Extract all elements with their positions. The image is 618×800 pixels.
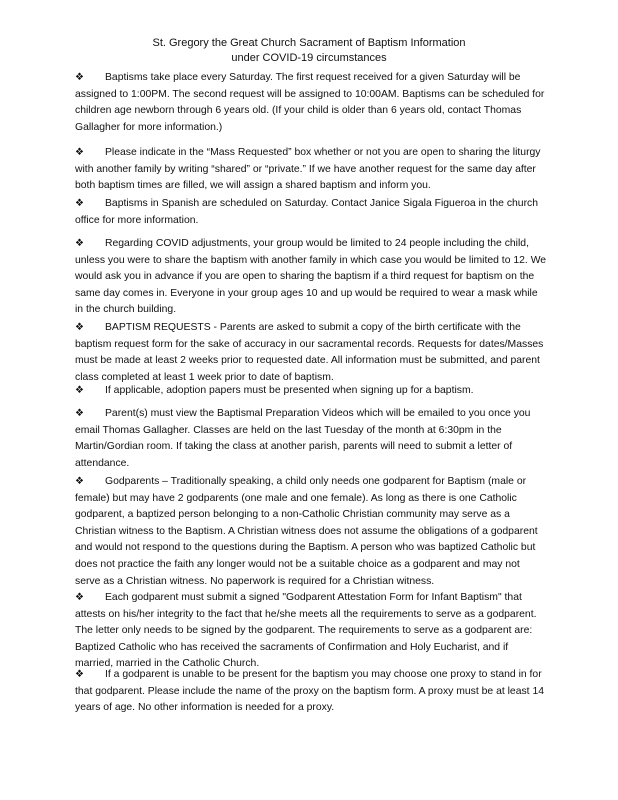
paragraph-adoption-papers [75, 383, 547, 400]
paragraph-text: Regarding COVID adjustments, your group would be limited to 24 people including the child, unless you were to share the baptism with another family in which case you would be limited to 12. We would ask you in advance if you are open to sharing the baptism if a third request for baptism on the same day comes in. Everyone in your group ages 10 and up would be required to wear a mask while in the church building. [75, 238, 547, 316]
paragraph-saturday-schedule [75, 70, 547, 136]
document-subtitle: under COVID-19 circumstances [231, 52, 387, 64]
paragraph-text: If applicable, adoption papers must be presented when signing up for a baptism. [105, 385, 474, 396]
diamond-bullet-icon: ❖ [75, 669, 84, 680]
diamond-bullet-icon: ❖ [75, 408, 84, 419]
paragraph-baptism-requests [75, 320, 547, 386]
diamond-bullet-icon: ❖ [75, 198, 84, 209]
paragraph-covid-adjustments [75, 236, 547, 319]
paragraph-godparent-attestation [75, 590, 547, 673]
document-title: St. Gregory the Great Church Sacrament of Baptism Information [152, 37, 466, 49]
paragraph-text: Parent(s) must view the Baptismal Preparation Videos which will be emailed to you once you email Thomas Gallagher. Classes are held on the last Tuesday of the month at 6:30pm in the Martin/Gordian room. If taking the class at another parish, parents will need to submit a letter of attendance. [75, 408, 531, 469]
diamond-bullet-icon: ❖ [75, 147, 84, 158]
paragraph-proxy [75, 667, 547, 717]
paragraph-mass-requested [75, 145, 547, 195]
paragraph-text: Baptisms in Spanish are scheduled on Saturday. Contact Janice Sigala Figueroa in the church office for more information. [75, 198, 539, 226]
paragraph-text: Baptisms take place every Saturday. The first request received for a given Saturday will be assigned to 1:00PM. The second request will be assigned to 10:00AM. Baptisms can be scheduled for children age newborn through 6 years old. (If your child is older than 6 years old, contact Thomas Gallagher for more information.) [75, 72, 545, 133]
paragraph-text: Godparents – Traditionally speaking, a child only needs one godparent for Baptism (male or female) but may have 2 godparents (one male and one female). As long as there is one Catholic godparent, a baptized person belonging to a non-Catholic Christian community may serve as a Christian witness to the Baptism. A Christian witness does not assume the obligations of a godparent and would not respond to the questions during the Baptism. A person who was baptized Catholic but does not practice the faith any longer would not be a suitable choice as a godparent and may not serve as a Christian witness. No paperwork is required for a Christian witness. [75, 476, 538, 587]
diamond-bullet-icon: ❖ [75, 476, 84, 487]
diamond-bullet-icon: ❖ [75, 238, 84, 249]
paragraph-text: BAPTISM REQUESTS - Parents are asked to submit a copy of the birth certificate with the baptism request form for the sake of accuracy in our sacramental records. Requests for dates/Masses must be made at least 2 weeks prior to requested date. All information must be submitted, and parent class completed at least 1 week prior to date of baptism. [75, 322, 544, 383]
diamond-bullet-icon: ❖ [75, 72, 84, 83]
diamond-bullet-icon: ❖ [75, 322, 84, 333]
diamond-bullet-icon: ❖ [75, 592, 84, 603]
paragraph-preparation-videos [75, 406, 547, 472]
paragraph-text: If a godparent is unable to be present for the baptism you may choose one proxy to stand in for that godparent. Please include the name of the proxy on the baptism form. A proxy must be at least 14 years of age. No other information is needed for a proxy. [75, 669, 545, 714]
paragraph-spanish-baptisms [75, 196, 547, 229]
paragraph-godparents [75, 474, 547, 590]
paragraph-text: Please indicate in the “Mass Requested” box whether or not you are open to sharing the liturgy with another family by writing “shared” or “private.” If we have another request for the same day after both baptism times are filled, we will assign a shared baptism and inform you. [75, 147, 541, 192]
diamond-bullet-icon: ❖ [75, 385, 84, 396]
paragraph-text: Each godparent must submit a signed "Godparent Attestation Form for Infant Baptism" that attests on his/her integrity to the fact that he/she meets all the requirements to serve as a godparent. The letter only needs to be signed by the godparent. The requirements to serve as a godparent are: Baptized Catholic who has received the sacraments of Confirmation and Holy Eucharist, and if married, married in the Catholic Church. [75, 592, 537, 670]
